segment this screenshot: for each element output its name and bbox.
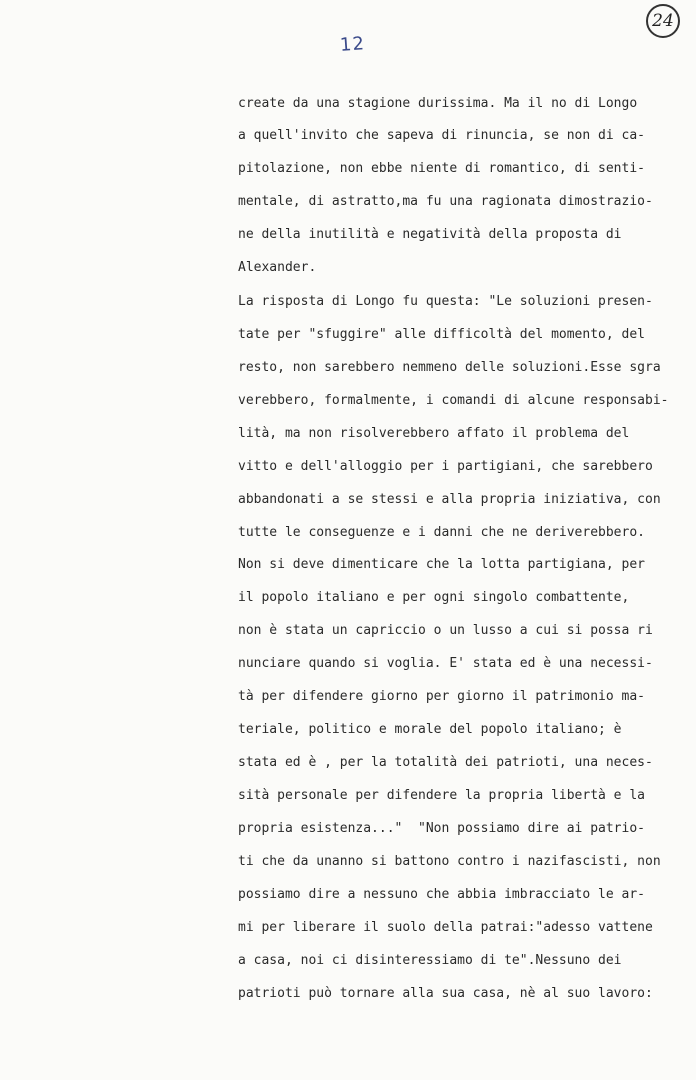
text-line: Non si deve dimenticare che la lotta partigiana, per [238, 557, 645, 572]
text-line: create da una stagione durissima. Ma il no di Longo [238, 96, 638, 111]
text-line: patrioti può tornare alla sua casa, nè al suo lavoro: [238, 986, 653, 1001]
text-line: a quell'invito che sapeva di rinuncia, se non di ca- [238, 128, 645, 143]
text-line: sità personale per difendere la propria libertà e la [238, 788, 645, 803]
text-line: il popolo italiano e per ogni singolo combattente, [238, 590, 630, 605]
text-line: mi per liberare il suolo della patrai:"adesso vattene [238, 920, 653, 935]
text-line: possiamo dire a nessuno che abbia imbracciato le ar- [238, 887, 645, 902]
text-line: pitolazione, non ebbe niente di romantico, di senti- [238, 161, 645, 176]
text-line: tate per "sfuggire" alle difficoltà del momento, del [238, 327, 645, 342]
text-line: tà per difendere giorno per giorno il patrimonio ma- [238, 689, 645, 704]
text-line: stata ed è , per la totalità dei patrioti, una neces- [238, 755, 653, 770]
text-line: La risposta di Longo fu questa: "Le soluzioni presen- [238, 294, 653, 309]
handwritten-page-number: 12 [339, 33, 366, 56]
text-line: abbandonati a se stessi e alla propria iniziativa, con [238, 492, 661, 507]
page-stamp [646, 4, 680, 38]
stamp-number: 24 [652, 10, 674, 31]
text-line: vitto e dell'alloggio per i partigiani, che sarebbero [238, 459, 653, 474]
text-line: lità, ma non risolverebbero affato il problema del [238, 426, 630, 441]
text-line: nunciare quando si voglia. E' stata ed è una necessi- [238, 656, 653, 671]
text-line: ti che da unanno si battono contro i nazifascisti, non [238, 854, 661, 869]
text-line: propria esistenza..." "Non possiamo dire ai patrio- [238, 821, 645, 836]
text-line: verebbero, formalmente, i comandi di alcune responsabi- [238, 393, 669, 408]
text-line: mentale, di astratto,ma fu una ragionata dimostrazio- [238, 194, 653, 209]
text-line: ne della inutilità e negatività della proposta di [238, 227, 622, 242]
text-line: tutte le conseguenze e i danni che ne deriverebbero. [238, 525, 645, 540]
text-line: teriale, politico e morale del popolo italiano; è [238, 722, 622, 737]
text-line: a casa, noi ci disinteressiamo di te".Nessuno dei [238, 953, 622, 968]
text-line: Alexander. [238, 260, 317, 275]
text-line: non è stata un capriccio o un lusso a cui si possa ri [238, 623, 653, 638]
text-line: resto, non sarebbero nemmeno delle soluzioni.Esse sgra [238, 360, 661, 375]
